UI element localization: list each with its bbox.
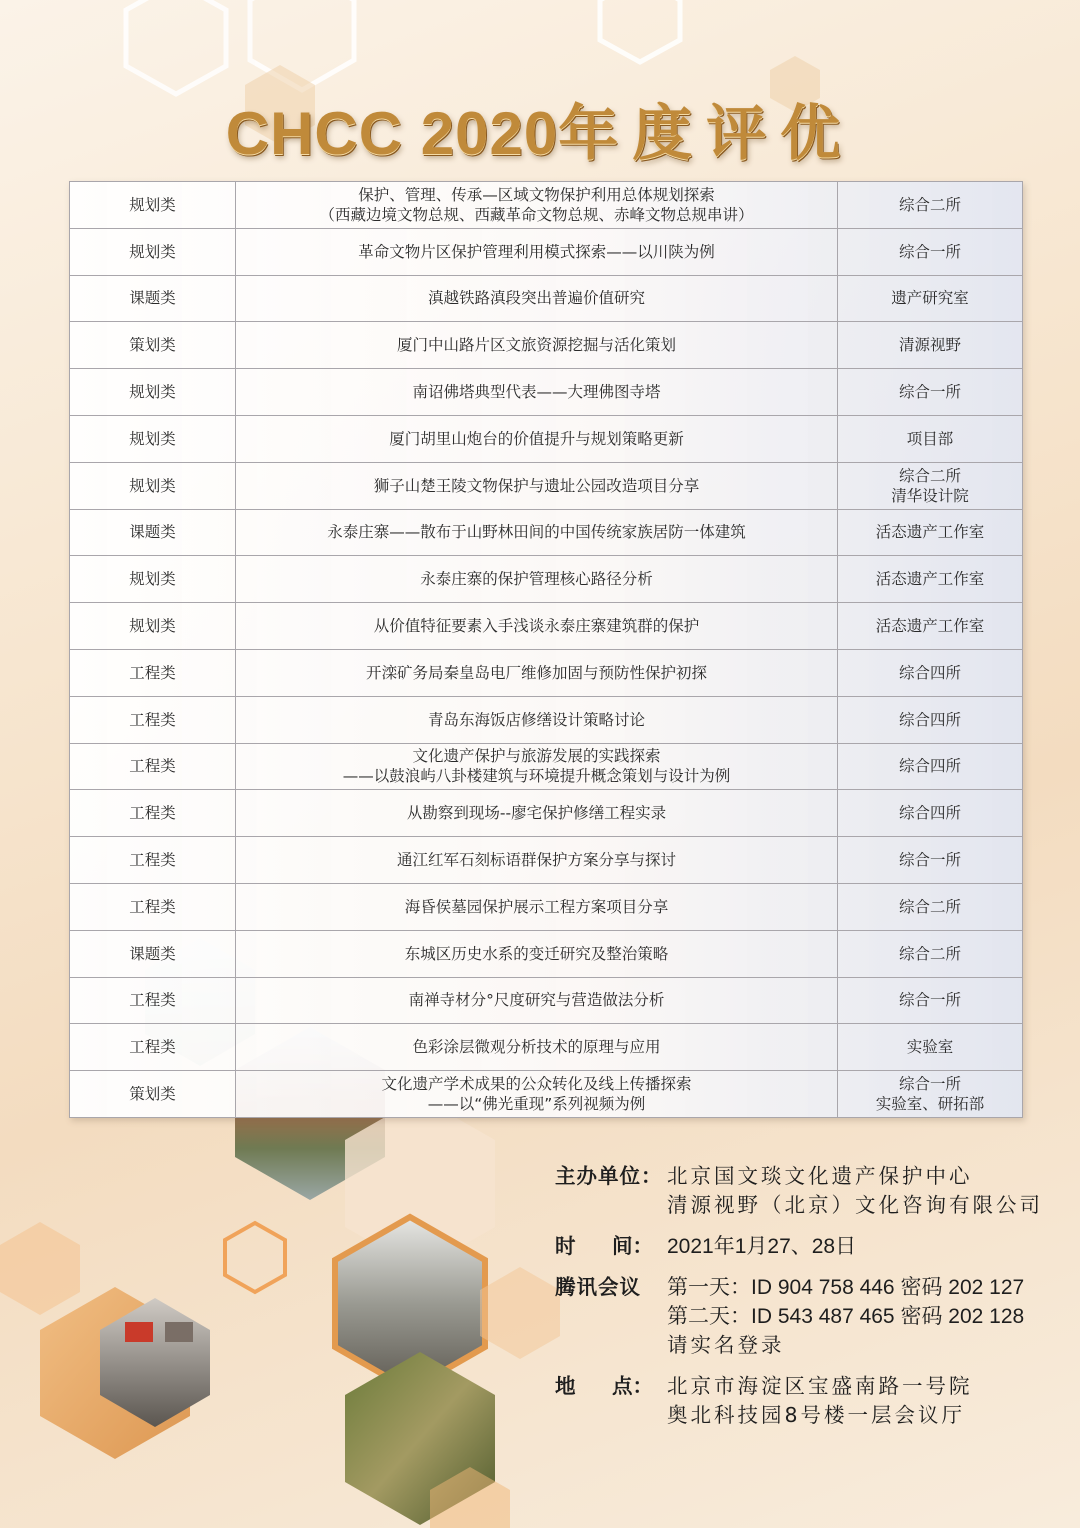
award-title-line: 开滦矿务局秦皇岛电厂维修加固与预防性保护初探: [365, 663, 707, 682]
award-category-line: 策划类: [129, 336, 176, 355]
page-title: CHCC 2020年度评优: [225, 99, 855, 169]
award-title: [236, 837, 838, 884]
award-title-line: 文化遗产保护与旅游发展的实践探索: [412, 747, 661, 766]
award-unit-line: 综合一所: [898, 991, 961, 1010]
award-category: [70, 275, 236, 322]
award-category-line: 规划类: [129, 570, 176, 589]
award-unit: [838, 1071, 1023, 1118]
award-unit-line: 综合四所: [898, 804, 961, 823]
award-category: [70, 509, 236, 556]
award-title-line: 文化遗产学术成果的公众转化及线上传播探索: [381, 1075, 692, 1094]
award-unit: [838, 977, 1023, 1024]
award-row: [70, 603, 1023, 650]
meeting-line: 第二天：ID 543 487 465 密码 202 128: [667, 1305, 1025, 1328]
award-category-line: 工程类: [129, 897, 176, 916]
host-row: [555, 1162, 1065, 1220]
award-row: [70, 977, 1023, 1024]
award-category-line: 规划类: [129, 195, 176, 214]
award-row: [70, 930, 1023, 977]
award-title: [236, 977, 838, 1024]
award-unit: [838, 696, 1023, 743]
award-row: [70, 556, 1023, 603]
award-row: [70, 509, 1023, 556]
award-title: [236, 1071, 838, 1118]
time-row: [555, 1232, 1065, 1261]
award-category: [70, 462, 236, 509]
award-title: [236, 743, 838, 790]
award-title: [236, 275, 838, 322]
award-row: [70, 182, 1023, 229]
award-unit: [838, 369, 1023, 416]
award-unit: [838, 462, 1023, 509]
award-row: [70, 462, 1023, 509]
award-unit-line: 清华设计院: [891, 486, 969, 505]
award-category-line: 工程类: [129, 991, 176, 1010]
award-category-line: 规划类: [129, 617, 176, 636]
award-category: [70, 415, 236, 462]
award-unit-line: 综合二所: [898, 944, 961, 963]
time-label: 时 间：: [555, 1234, 653, 1258]
award-category: [70, 649, 236, 696]
award-category: [70, 603, 236, 650]
meeting-note: 请实名登录: [667, 1333, 785, 1357]
award-title: [236, 322, 838, 369]
award-category: [70, 977, 236, 1024]
award-category-line: 工程类: [129, 1038, 176, 1057]
award-title-line: 革命文物片区保护管理利用模式探索——以川陕为例: [358, 242, 715, 261]
award-unit-line: 项目部: [906, 429, 954, 448]
award-row: [70, 837, 1023, 884]
award-row: [70, 1024, 1023, 1071]
award-unit-line: 活态遗产工作室: [875, 523, 985, 542]
award-unit: [838, 322, 1023, 369]
award-category-line: 课题类: [129, 944, 176, 963]
award-category: [70, 883, 236, 930]
award-title-line: 滇越铁路滇段突出普遍价值研究: [427, 289, 645, 308]
award-category-line: 工程类: [129, 851, 176, 870]
award-unit: [838, 649, 1023, 696]
award-unit-line: 活态遗产工作室: [875, 617, 985, 636]
award-row: [70, 275, 1023, 322]
award-unit-line: 实验室: [906, 1038, 954, 1057]
award-category: [70, 182, 236, 229]
award-unit-line: 综合一所: [898, 1075, 961, 1094]
award-category: [70, 696, 236, 743]
award-row: [70, 1071, 1023, 1118]
award-unit-line: 清源视野: [898, 336, 961, 355]
award-category-line: 策划类: [129, 1085, 176, 1104]
time-value: 2021年1月27、28日: [667, 1235, 857, 1258]
award-title: [236, 790, 838, 837]
award-category: [70, 228, 236, 275]
award-unit-line: 综合二所: [898, 466, 961, 485]
award-title-line: 厦门胡里山炮台的价值提升与规划策略更新: [389, 429, 684, 448]
award-title: [236, 228, 838, 275]
award-title-line: 厦门中山路片区文旅资源挖掘与活化策划: [396, 336, 676, 355]
award-unit: [838, 182, 1023, 229]
award-unit: [838, 415, 1023, 462]
award-title-line: 青岛东海饭店修缮设计策略讨论: [427, 710, 645, 729]
award-title-line: 从勘察到现场--廖宅保护修缮工程实录: [406, 804, 667, 823]
place-row: [555, 1372, 1065, 1430]
award-title-line: 通江红军石刻标语群保护方案分享与探讨: [396, 851, 676, 870]
award-title: [236, 509, 838, 556]
meeting-line: 第一天：ID 904 758 446 密码 202 127: [667, 1276, 1025, 1299]
place-line: 北京市海淀区宝盛南路一号院: [667, 1374, 973, 1398]
award-unit-line: 实验室、研拓部: [875, 1095, 985, 1114]
award-title: [236, 930, 838, 977]
award-unit-line: 综合一所: [898, 851, 961, 870]
award-unit-line: 综合一所: [898, 242, 961, 261]
award-row: [70, 415, 1023, 462]
award-row: [70, 743, 1023, 790]
award-unit-line: 综合二所: [898, 897, 961, 916]
award-title: [236, 883, 838, 930]
award-row: [70, 649, 1023, 696]
awards-table: [69, 181, 1023, 1118]
award-title: [236, 182, 838, 229]
award-category-line: 课题类: [129, 523, 176, 542]
award-category-line: 工程类: [129, 757, 176, 776]
award-category: [70, 930, 236, 977]
award-unit: [838, 837, 1023, 884]
award-category-line: 工程类: [129, 804, 176, 823]
award-title-line: 东城区历史水系的变迁研究及整治策略: [404, 944, 669, 963]
award-unit-line: 遗产研究室: [891, 289, 969, 308]
award-title: [236, 415, 838, 462]
award-row: [70, 696, 1023, 743]
award-unit: [838, 883, 1023, 930]
award-title-line: 永泰庄寨——散布于山野林田间的中国传统家族居防一体建筑: [327, 523, 746, 542]
award-row: [70, 228, 1023, 275]
award-title-line: ——以“佛光重现”系列视频为例: [427, 1095, 646, 1114]
host-label: 主办单位：: [555, 1164, 663, 1188]
award-title: [236, 649, 838, 696]
award-title-line: 南禅寺材分°尺度研究与营造做法分析: [408, 991, 665, 1010]
award-title: [236, 1024, 838, 1071]
award-category: [70, 743, 236, 790]
award-category: [70, 369, 236, 416]
award-category: [70, 322, 236, 369]
award-unit-line: 综合四所: [898, 710, 961, 729]
event-info: [555, 1162, 1065, 1430]
award-category: [70, 1024, 236, 1071]
award-unit-line: 综合四所: [898, 663, 961, 682]
award-unit-line: 综合二所: [898, 195, 961, 214]
award-unit: [838, 743, 1023, 790]
award-title: [236, 696, 838, 743]
award-unit: [838, 275, 1023, 322]
award-category-line: 工程类: [129, 663, 176, 682]
award-title-line: 狮子山楚王陵文物保护与遗址公园改造项目分享: [373, 476, 700, 495]
award-unit: [838, 790, 1023, 837]
award-row: [70, 790, 1023, 837]
award-category: [70, 556, 236, 603]
award-title-line: 南诏佛塔典型代表——大理佛图寺塔: [412, 383, 661, 402]
award-title: [236, 369, 838, 416]
award-category: [70, 790, 236, 837]
award-category-line: 规划类: [129, 242, 176, 261]
award-row: [70, 369, 1023, 416]
award-title-line: 色彩涂层微观分析技术的原理与应用: [412, 1038, 661, 1057]
place-line: 奥北科技园8号楼一层会议厅: [667, 1403, 966, 1427]
award-title-line: ——以鼓浪屿八卦楼建筑与环境提升概念策划与设计为例: [342, 767, 731, 786]
award-row: [70, 322, 1023, 369]
host-line: 清源视野（北京）文化咨询有限公司: [667, 1193, 1043, 1217]
award-unit: [838, 509, 1023, 556]
award-unit-line: 活态遗产工作室: [875, 570, 985, 589]
award-title: [236, 603, 838, 650]
award-title-line: 保护、管理、传承—区域文物保护利用总体规划探索: [358, 185, 715, 204]
award-unit-line: 综合一所: [898, 383, 961, 402]
award-category: [70, 1071, 236, 1118]
place-label: 地 点：: [555, 1374, 653, 1398]
award-category: [70, 837, 236, 884]
award-title: [236, 462, 838, 509]
award-category-line: 工程类: [129, 710, 176, 729]
award-title-line: 从价值特征要素入手浅谈永泰庄寨建筑群的保护: [373, 617, 700, 636]
award-unit: [838, 930, 1023, 977]
meeting-row: [555, 1273, 1065, 1360]
award-unit: [838, 1024, 1023, 1071]
award-category-line: 规划类: [129, 476, 176, 495]
award-unit: [838, 603, 1023, 650]
award-category-line: 规划类: [129, 383, 176, 402]
host-line: 北京国文琰文化遗产保护中心: [667, 1164, 973, 1188]
award-title-line: （西藏边境文物总规、西藏革命文物总规、赤峰文物总规串讲）: [319, 205, 754, 224]
award-category-line: 课题类: [129, 289, 176, 308]
meeting-label: 腾讯会议: [555, 1275, 641, 1299]
award-title-line: 永泰庄寨的保护管理核心路径分析: [420, 570, 653, 589]
award-category-line: 规划类: [129, 429, 176, 448]
award-title-line: 海昏侯墓园保护展示工程方案项目分享: [404, 897, 669, 916]
award-title: [236, 556, 838, 603]
award-unit: [838, 228, 1023, 275]
award-unit: [838, 556, 1023, 603]
award-unit-line: 综合四所: [898, 757, 961, 776]
award-row: [70, 883, 1023, 930]
